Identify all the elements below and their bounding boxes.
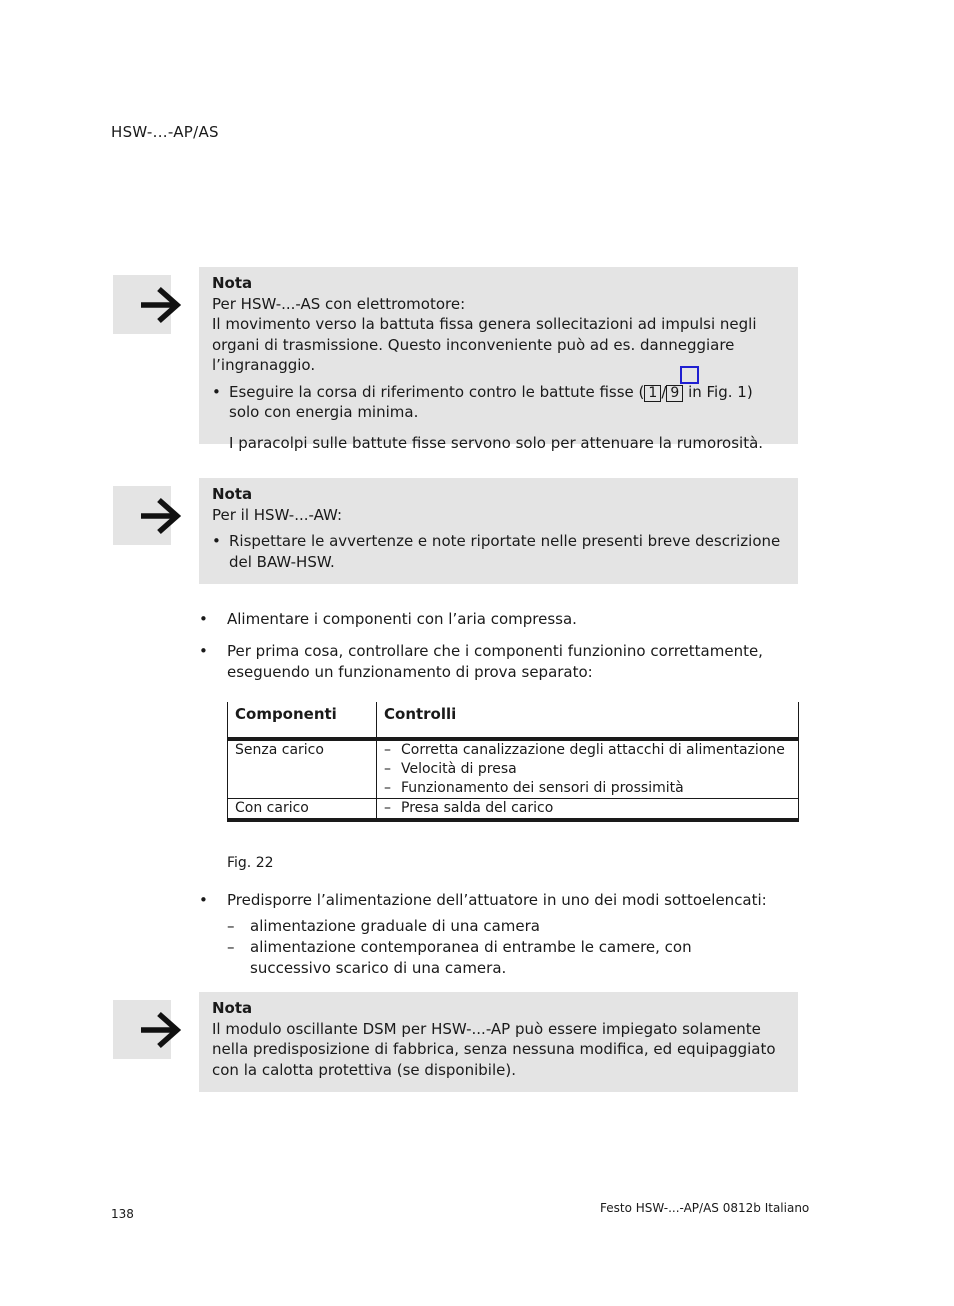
sub-list-item bbox=[227, 916, 810, 937]
position-key-1: 1 bbox=[644, 385, 661, 402]
note-box bbox=[199, 478, 798, 584]
key-separator: / bbox=[661, 382, 667, 401]
note-text: Per HSW-...-AS con elettromotore: bbox=[212, 294, 466, 313]
bullet-symbol: • bbox=[212, 532, 221, 550]
bullet-symbol: • bbox=[212, 382, 221, 401]
table-header-controlli: Controlli bbox=[377, 702, 799, 739]
figure-link-box[interactable] bbox=[680, 366, 699, 384]
component-cell: Con carico bbox=[228, 799, 377, 821]
dash-symbol: – bbox=[384, 800, 391, 816]
note-box bbox=[199, 267, 798, 452]
arrow-right-icon bbox=[139, 285, 185, 325]
check-text: Corretta canalizzazione degli attacchi di alimentazione bbox=[401, 742, 785, 758]
list-item-text: Predisporre l’alimentazione dell’attuatore in uno dei modi sottoelencati: bbox=[227, 891, 767, 909]
table-row bbox=[228, 739, 799, 799]
list-item bbox=[199, 641, 799, 682]
list-item bbox=[199, 890, 799, 911]
note-text: Il modulo oscillante DSM per HSW-...-AP può essere impiegato solamente nella predisposizione di fabbrica, senza nessuna modifica, ed equipaggiato con la calotta protettiva (se disponibile). bbox=[212, 1019, 776, 1079]
note-title: Nota bbox=[212, 485, 253, 503]
check-item bbox=[384, 779, 791, 798]
bullet-symbol: • bbox=[199, 891, 208, 909]
table-header-row bbox=[228, 702, 799, 739]
note-title: Nota bbox=[212, 274, 253, 292]
checks-cell bbox=[377, 739, 799, 799]
check-text: Funzionamento dei sensori di prossimità bbox=[401, 780, 684, 796]
table-row bbox=[228, 799, 799, 821]
checks-cell bbox=[377, 799, 799, 821]
page-number: 138 bbox=[111, 1207, 134, 1221]
note-text: Il movimento verso la battuta fissa genera sollecitazioni ad impulsi negli organi di trasmissione. Questo inconveniente può ad es. danneggiare l’ingranaggio. bbox=[212, 315, 757, 374]
check-item bbox=[384, 799, 791, 818]
check-item bbox=[384, 760, 791, 779]
component-cell: Senza carico bbox=[228, 739, 377, 799]
dash-symbol: – bbox=[227, 938, 235, 956]
table-header-componenti: Componenti bbox=[228, 702, 377, 739]
note-bullet bbox=[212, 531, 786, 572]
note-icon-box bbox=[113, 486, 171, 545]
bullet-symbol: • bbox=[199, 610, 208, 628]
page-header-title: HSW-...-AP/AS bbox=[111, 123, 219, 141]
note-bullet-text: Rispettare le avvertenze e note riportate nelle presenti breve descrizione del BAW-HSW. bbox=[229, 532, 781, 571]
arrow-right-icon bbox=[139, 496, 185, 536]
check-text: Presa salda del carico bbox=[401, 800, 554, 816]
arrow-right-icon bbox=[139, 1010, 185, 1050]
check-text: Velocità di presa bbox=[401, 761, 517, 777]
note-title: Nota bbox=[212, 999, 253, 1017]
note-bullet-text: Eseguire la corsa di riferimento contro le battute fisse ( bbox=[229, 382, 645, 401]
checks-table bbox=[227, 702, 799, 822]
check-item bbox=[384, 741, 791, 760]
note-bullet-text: in Fig. 1) solo con energia minima. bbox=[229, 382, 753, 421]
dash-symbol: – bbox=[384, 742, 391, 758]
position-key-9: 9 bbox=[666, 385, 683, 402]
list-item-text: Per prima cosa, controllare che i componenti funzionino correttamente, eseguendo un funzionamento di prova separato: bbox=[227, 642, 763, 681]
dash-symbol: – bbox=[227, 917, 235, 935]
bullet-symbol: • bbox=[199, 642, 208, 660]
list-item bbox=[199, 609, 799, 630]
note-remark: I paracolpi sulle battute fisse servono solo per attenuare la rumorosità. bbox=[229, 433, 764, 452]
dash-symbol: – bbox=[384, 780, 391, 796]
note-icon-box bbox=[113, 1000, 171, 1059]
sub-list-item-text: alimentazione contemporanea di entrambe le camere, con successivo scarico di una camera. bbox=[250, 938, 692, 977]
footer-document-id: Festo HSW-...-AP/AS 0812b Italiano bbox=[600, 1201, 810, 1215]
sub-list-item-text: alimentazione graduale di una camera bbox=[250, 917, 541, 935]
dash-symbol: – bbox=[384, 761, 391, 777]
note-icon-box bbox=[113, 275, 171, 334]
note-box bbox=[199, 992, 798, 1092]
list-item-text: Alimentare i componenti con l’aria compressa. bbox=[227, 610, 577, 628]
note-text: Per il HSW-...-AW: bbox=[212, 505, 343, 524]
note-bullet bbox=[212, 382, 786, 423]
sub-list-item bbox=[227, 937, 770, 978]
figure-caption: Fig. 22 bbox=[227, 855, 274, 871]
